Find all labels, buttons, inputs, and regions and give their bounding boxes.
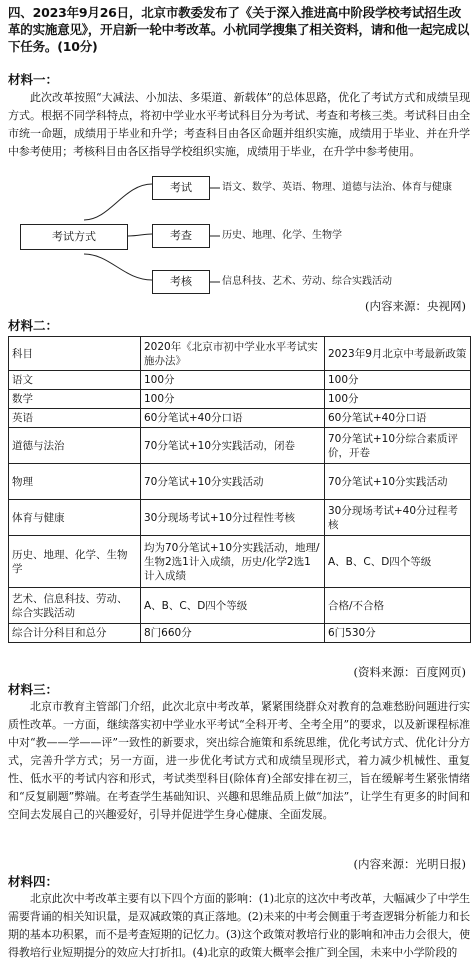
table-cell: 艺术、信息科技、劳动、综合实践活动 — [9, 588, 141, 624]
table-cell: 语文 — [9, 371, 141, 390]
table-header-cell: 科目 — [9, 337, 141, 371]
material3-heading: 材料三： — [8, 682, 59, 697]
diagram-root-box: 考试方式 — [20, 224, 128, 250]
table-cell: A、B、C、D四个等级 — [141, 588, 325, 624]
material2-source: (资料来源：百度网页) — [353, 665, 466, 679]
table-cell: 数学 — [9, 390, 141, 409]
table-row — [9, 500, 471, 536]
table-cell: 70分笔试+10分实践活动 — [141, 464, 325, 500]
table-cell: 历史、地理、化学、生物学 — [9, 536, 141, 588]
table-cell: 60分笔试+40分口语 — [141, 409, 325, 428]
table-row — [9, 371, 471, 390]
table-row — [9, 536, 471, 588]
exam-method-diagram — [20, 178, 470, 294]
table-cell: 100分 — [325, 390, 471, 409]
diagram-branch-inspection: 考查 — [152, 224, 210, 248]
diagram-branch-exam: 考试 — [152, 176, 210, 200]
table-cell: 英语 — [9, 409, 141, 428]
diagram-inspection-subjects: 历史、地理、化学、生物学 — [222, 230, 342, 241]
table-cell: 70分笔试+10分综合素质评价，开卷 — [325, 428, 471, 464]
table-cell: 30分现场考试+40分过程考核 — [325, 500, 471, 536]
table-row — [9, 624, 471, 643]
table-header-row — [9, 337, 471, 371]
material1-source: (内容来源：央视网) — [365, 299, 466, 313]
table-cell: 30分现场考试+10分过程性考核 — [141, 500, 325, 536]
material3-source: (内容来源：光明日报) — [353, 857, 466, 871]
table-cell: 物理 — [9, 464, 141, 500]
material4-heading: 材料四： — [8, 874, 59, 889]
table-cell: 70分笔试+10分实践活动 — [325, 464, 471, 500]
diagram-assessment-subjects: 信息科技、艺术、劳动、综合实践活动 — [222, 276, 392, 287]
table-row — [9, 428, 471, 464]
table-row — [9, 588, 471, 624]
table-header-cell: 2023年9月北京中考最新政策 — [325, 337, 471, 371]
material1-heading: 材料一： — [8, 72, 59, 87]
score-comparison-table — [8, 336, 471, 643]
table-cell: 100分 — [141, 390, 325, 409]
table-cell: A、B、C、D四个等级 — [325, 536, 471, 588]
material4-paragraph: 北京此次中考改革主要有以下四个方面的影响：(1)北京的这次中考改革，大幅减少了中学生需要背诵的相关知识量，是双减政策的真正落地。(2)未来的中考会侧重于考查逻辑分析能力和长期的基本功积累，而不是考查短期的记忆力。(3)这个政策对教培行业的影响和冲击力会很大，使得教培行业短期提分的效应大打折扣。(4)北京的政策大概率会推广到全国，未来中小学阶段的 — [8, 892, 470, 959]
table-cell: 70分笔试+10分实践活动，闭卷 — [141, 428, 325, 464]
table-cell: 6门530分 — [325, 624, 471, 643]
table-cell: 均为70分笔试+10分实践活动，地理/生物2选1计入成绩，历史/化学2选1计入成绩 — [141, 536, 325, 588]
material3-paragraph: 北京市教育主管部门介绍，此次北京中考改革，紧紧围绕群众对教育的急难愁盼问题进行实质性改革。一方面，继续落实初中学业水平考试“全科开考、全考全用”的要求，以及新课程标准中对“教——学——评”一致性的新要求，突出综合施策和系统思维，优化考试方式、优化计分方式，完善升学方式；另一方面，进一步优化考试方式和成绩呈现形式，着力减少机械性、重复性、低水平的考试内容和形式，考试类型科目(除体育)全部安排在初三，旨在缓解考生紧张情绪和“反复刷题”弊端。在考查学生基础知识、兴趣和思维品质上做“加法”，让学生有更多的时间和空间去发展自己的兴趣爱好，引导并促进学生身心健康、全面发展。 — [8, 700, 470, 821]
table-cell: 100分 — [325, 371, 471, 390]
table-row — [9, 409, 471, 428]
diagram-exam-subjects: 语文、数学、英语、物理、道德与法治、体育与健康 — [222, 182, 452, 193]
table-cell: 100分 — [141, 371, 325, 390]
table-header-cell: 2020年《北京市初中学业水平考试实施办法》 — [141, 337, 325, 371]
table-cell: 道德与法治 — [9, 428, 141, 464]
table-row — [9, 464, 471, 500]
table-cell: 体育与健康 — [9, 500, 141, 536]
material1-paragraph: 此次改革按照“大减法、小加法、多渠道、新载体”的总体思路，优化了考试方式和成绩呈现方式。根据不同学科特点，将初中学业水平考试科目分为考试、考查和考核三类。考试科目由全市统一命题，成绩用于毕业和升学；考查科目由各区命题并组织实施，成绩用于毕业、并在升学中参考使用；考核科目由各区指导学校组织实施，成绩用于毕业，在升学中参考使用。 — [8, 91, 470, 158]
diagram-branch-assessment: 考核 — [152, 270, 210, 294]
table-cell: 60分笔试+40分口语 — [325, 409, 471, 428]
table-cell: 综合计分科目和总分 — [9, 624, 141, 643]
table-row — [9, 390, 471, 409]
table-cell: 8门660分 — [141, 624, 325, 643]
material2-heading: 材料二： — [8, 318, 59, 333]
question-title: 四、2023年9月26日，北京市教委发布了《关于深入推进高中阶段学校考试招生改革的实施意见》，开启新一轮中考改革。小杭同学搜集了相关资料，请和他一起完成以下任务。(10分) — [8, 5, 470, 54]
table-cell: 合格/不合格 — [325, 588, 471, 624]
